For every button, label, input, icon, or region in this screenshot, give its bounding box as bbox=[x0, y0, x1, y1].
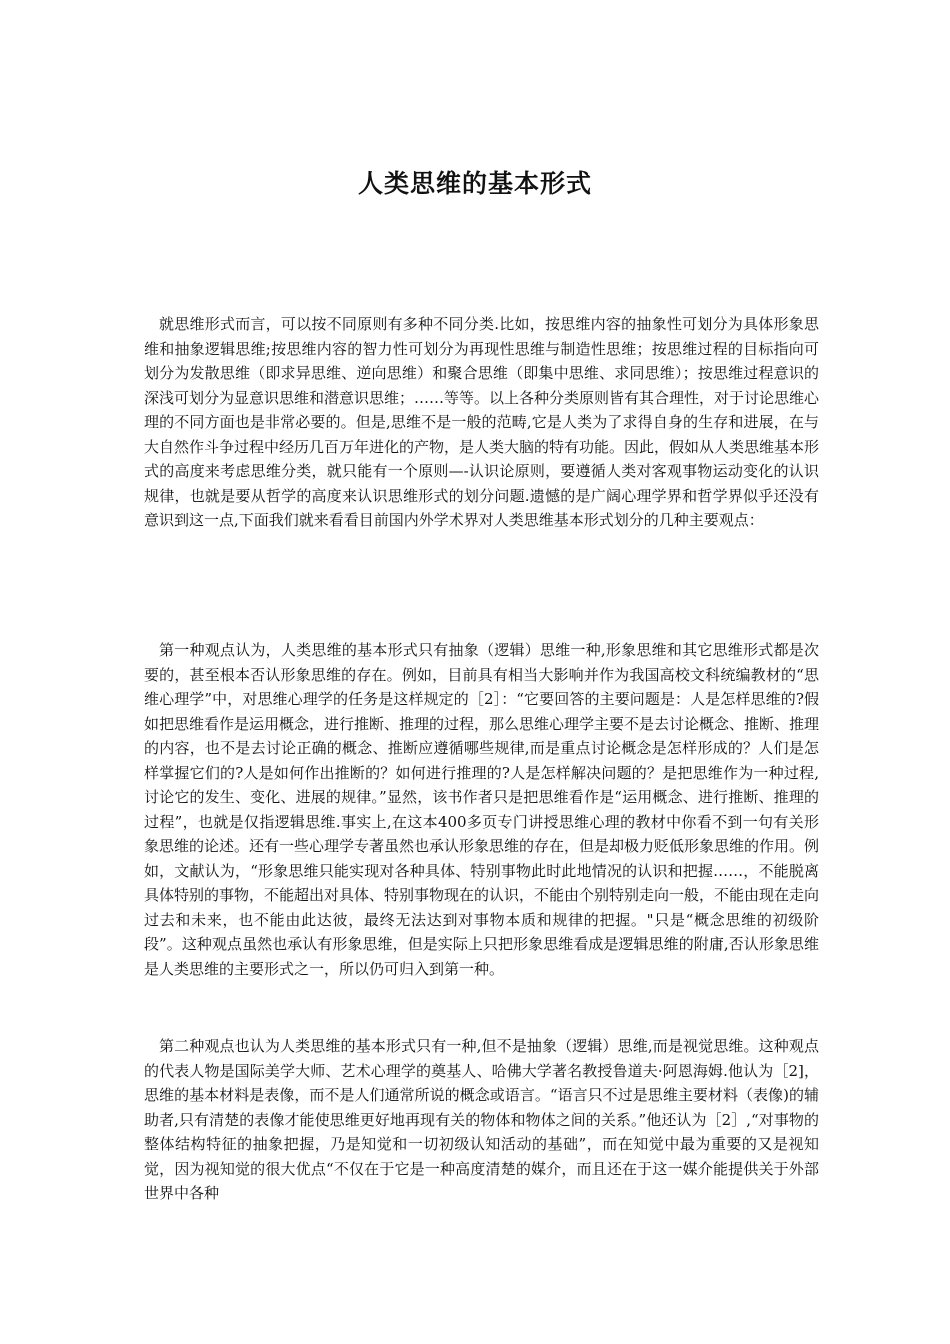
page-title: 人类思维的基本形式 bbox=[357, 168, 592, 198]
body-paragraph-1: 就思维形式而言，可以按不同原则有多种不同分类.比如，按思维内容的抽象性可划分为具体形象思维和抽象逻辑思维;按思维内容的智力性可划分为再现性思维与制造性思维；按思维过程的目标指向可划分为发散思维（即求异思维、逆向思维）和聚合思维（即集中思维、求同思维）；按思维过程意识的深浅可划分为显意识思维和潜意识思维；……等等。以上各种分类原则皆有其合理性，对于讨论思维心理的不同方面也是非常必要的。但是,思维不是一般的范畴,它是人类为了求得自身的生存和进展，在与大自然作斗争过程中经历几百万年进化的产物，是人类大脑的特有功能。因此，假如从人类思维基本形式的高度来考虑思维分类，就只能有一个原则—-认识论原则，要遵循人类对客观事物运动变化的认识规律，也就是要从哲学的高度来认识思维形式的划分问题.遗憾的是广阔心理学界和哲学界似乎还没有意识到这一点,下面我们就来看看目前国内外学术界对人类思维基本形式划分的几种主要观点： bbox=[144, 315, 820, 529]
body-paragraph-3: 第二种观点也认为人类思维的基本形式只有一种,但不是抽象（逻辑）思维,而是视觉思维。这种观点的代表人物是国际美学大师、艺术心理学的奠基人、哈佛大学著名教授鲁道夫·阿恩海姆.他认为［2]，思维的基本材料是表像，而不是人们通常所说的概念或语言。“语言只不过是思维主要材料（表像)的辅助者,只有清楚的表像才能使思维更好地再现有关的物体和物体之间的关系。”他还认为［2］,“对事物的整体结构特征的抽象把握，乃是知觉和一切初级认知活动的基础”，而在知觉中最为重要的又是视知觉，因为视知觉的很大优点“不仅在于它是一种高度清楚的媒介，而且还在于这一媒介能提供关于外部世界中各种 bbox=[144, 1037, 819, 1202]
body-paragraph-2: 第一种观点认为，人类思维的基本形式只有抽象（逻辑）思维一种,形象思维和其它思维形式都是次要的，甚至根本否认形象思维的存在。例如，目前具有相当大影响并作为我国高校文科统编教材的“思维心理学”中，对思维心理学的任务是这样规定的［2］：“它要回答的主要问题是：人是怎样思维的?假如把思维看作是运用概念，进行推断、推理的过程，那么思维心理学主要不是去讨论概念、推断、推理的内容，也不是去讨论正确的概念、推断应遵循哪些规律,而是重点讨论概念是怎样形成的？人们是怎样掌握它们的?人是如何作出推断的？如何进行推理的?人是怎样解决问题的？是把思维作为一种过程,讨论它的发生、变化、进展的规律。”显然，该书作者只是把思维看作是“运用概念、进行推断、推理的过程”，也就是仅指逻辑思维.事实上,在这本400多页专门讲授思维心理的教材中你看不到一句有关形象思维的论述。还有一些心理学专著虽然也承认形象思维的存在，但是却极力贬低形象思维的作用。例如，文献认为，“形象思维只能实现对各种具体、特别事物此时此地情况的认识和把握……，不能脱离具体特别的事物，不能超出对具体、特别事物现在的认识，不能由个别特别走向一般，不能由现在走向过去和未来，也不能由此达彼，最终无法达到对事物本质和规律的把握。"只是“概念思维的初级阶段”。这种观点虽然也承认有形象思维，但是实际上只把形象思维看成是逻辑思维的附庸,否认形象思维是人类思维的主要形式之一，所以仍可归入到第一种。 bbox=[144, 641, 820, 978]
